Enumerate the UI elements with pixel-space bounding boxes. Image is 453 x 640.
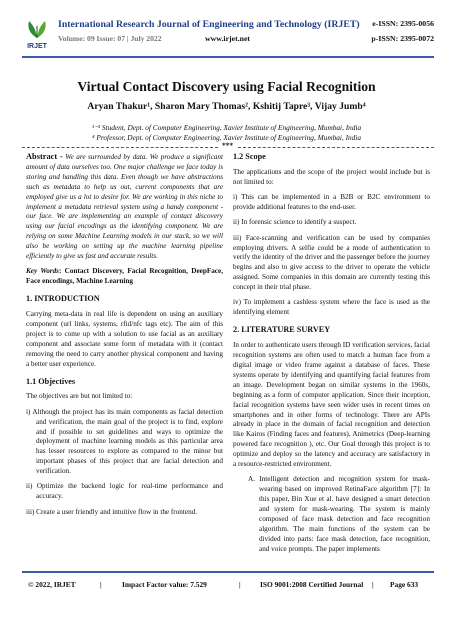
- abstract: [26, 152, 223, 262]
- keywords-label: Key Words: [26, 267, 59, 276]
- affiliation-professor: ⁴ Professor, Dept. of Computer Engineering, Xavier Institute of Engineering, Mumbai, India: [92, 133, 361, 142]
- literature-item-a: A. Intelligent detection and recognition system for mask-wearing based on improved RetinaFace algorithm [7]: In this paper, Bin Xue et al. have designed a smart detection and system for mask-wearing. The system is mainly composed of face mask detection and face recognition algorithm. The main functions of the system can be divided into parts: face mask detection, face recognition, and voice prompts. The paper implements: [248, 475, 430, 553]
- scope-item: i) This can be implemented in a B2B or B2C environment to provide additional features to the end-user.: [233, 193, 430, 212]
- abstract-text: We are surrounded by data. We produce a significant amount of data ourselves too. One major challenge we face today is storing and handling this data. Even though we have abstractions such as metadata to help us out, current components that are employed give us a lot to desire for. We are working in this niche to implement a metadata retrieval system using a handy component - our face. We are implementing an example of contact discovery using our facial encodings as the identifying component. We are relying on some Machine Learning models in our stack, so we will also be working on setting up the machine learning pipeline efficiently to give us fast and accurate results.: [26, 153, 223, 261]
- journal-title: International Research Journal of Engineering and Technology (IRJET): [58, 19, 360, 30]
- keywords-text: : Contact Discovery, Facial Recognition, DeepFace, Face encodings, Machine Learning: [26, 267, 223, 286]
- footer-iso: ISO 9001:2008 Certified Journal: [260, 580, 364, 589]
- journal-volume: Volume: 09 Issue: 07 | July 2022: [58, 34, 162, 43]
- keywords: [26, 267, 223, 287]
- objectives-heading: 1.1 Objectives: [26, 376, 76, 386]
- footer-rule: [22, 571, 434, 573]
- logo-text: IRJET: [27, 43, 47, 50]
- e-issn: e-ISSN: 2395-0056: [372, 19, 434, 28]
- irjet-logo: [22, 18, 52, 50]
- header-rule: [22, 56, 434, 58]
- paper-title: Virtual Contact Discovery using Facial Recognition: [77, 79, 376, 94]
- p-issn: p-ISSN: 2395-0072: [371, 34, 434, 43]
- journal-website[interactable]: www.irjet.net: [205, 34, 251, 43]
- author-list: Aryan Thakur¹, Sharon Mary Thomas², Kshitij Tapre³, Vijay Jumb⁴: [87, 101, 366, 112]
- scope-item: ii) In forensic science to identify a suspect.: [233, 218, 357, 227]
- objective-item: iii) Create a user friendly and intuitive flow in the frontend.: [26, 507, 198, 516]
- literature-heading: 2. LITERATURE SURVEY: [233, 325, 331, 335]
- objective-item: ii) Optimize the backend logic for real-time performance and accuracy.: [26, 482, 223, 501]
- scope-intro: The applications and the scope of the project would include but is not limited to:: [233, 167, 430, 186]
- scope-heading: 1.2 Scope: [233, 152, 266, 161]
- right-column: [233, 152, 430, 560]
- scope-item: iii) Face-scanning and verification can be used by companies employing drivers. A selfie could be a mode of authentication to verify the identity of the driver and the passenger before the journey begins and also to give access to the driver to operate the vehicle assigned. Some companies in this domain are currently testing this concept in their trial phase.: [233, 233, 430, 292]
- footer-copyright: © 2022, IRJET: [28, 580, 76, 589]
- intro-heading: 1. INTRODUCTION: [26, 294, 100, 304]
- section-divider: [22, 141, 434, 150]
- left-column: [26, 152, 223, 523]
- objective-item: i) Although the project has its main components as facial detection and verification, the main goal of the project is to find, explore and if possible to set guidelines and ways to optimize the deployment of machine learning models as this particular area has lesser resources to explore as compared to the minor but important phases of this project that are facial detection and verification.: [26, 407, 223, 476]
- literature-paragraph: In order to authenticate users through ID verification services, facial recognition systems are often used to match a human face from a digital image or video frame against a database of faces. These systems operate by identifying and quantifying facial features from an image. Development began on similar systems in the 1960s, beginning as a form of computer application. Since their inception, facial recognition systems have seen wider uses in recent times on smartphones and in other forms of technology. There are APIs already in place in the domain of facial recognition and detection like Kairos (Finding faces and features), Animetrics (Deep-learning powered face recognition ), etc. Our Goal through this project is to optimize and deploy so the latency and accuracy are satisfactory in a resource-restricted environment.: [233, 341, 430, 469]
- footer-page-number: Page 633: [390, 580, 419, 589]
- intro-paragraph: Carrying meta-data in real life is dependent on using an auxiliary component (url links, systems, rfid/nfc tags etc). The aim of this project is to come up with a solution to use facial as an auxiliary component and associate some form of metadata with it (contact removing the need to carry another physical component and having a better user experience.: [26, 310, 223, 368]
- journal-header: [22, 18, 434, 54]
- abstract-label: Abstract -: [26, 152, 63, 161]
- scope-item: iv) To implement a cashless system where the face is used as the identifying element: [233, 298, 430, 317]
- objectives-intro: The objectives are but not limited to:: [26, 392, 133, 401]
- divider-stars: ***: [222, 141, 233, 150]
- footer-impact-factor: Impact Factor value: 7.529: [122, 580, 207, 589]
- affiliation-students: ¹⁻³ Student, Dept. of Computer Engineering, Xavier Institute of Engineering, Mumbai, India: [91, 123, 362, 132]
